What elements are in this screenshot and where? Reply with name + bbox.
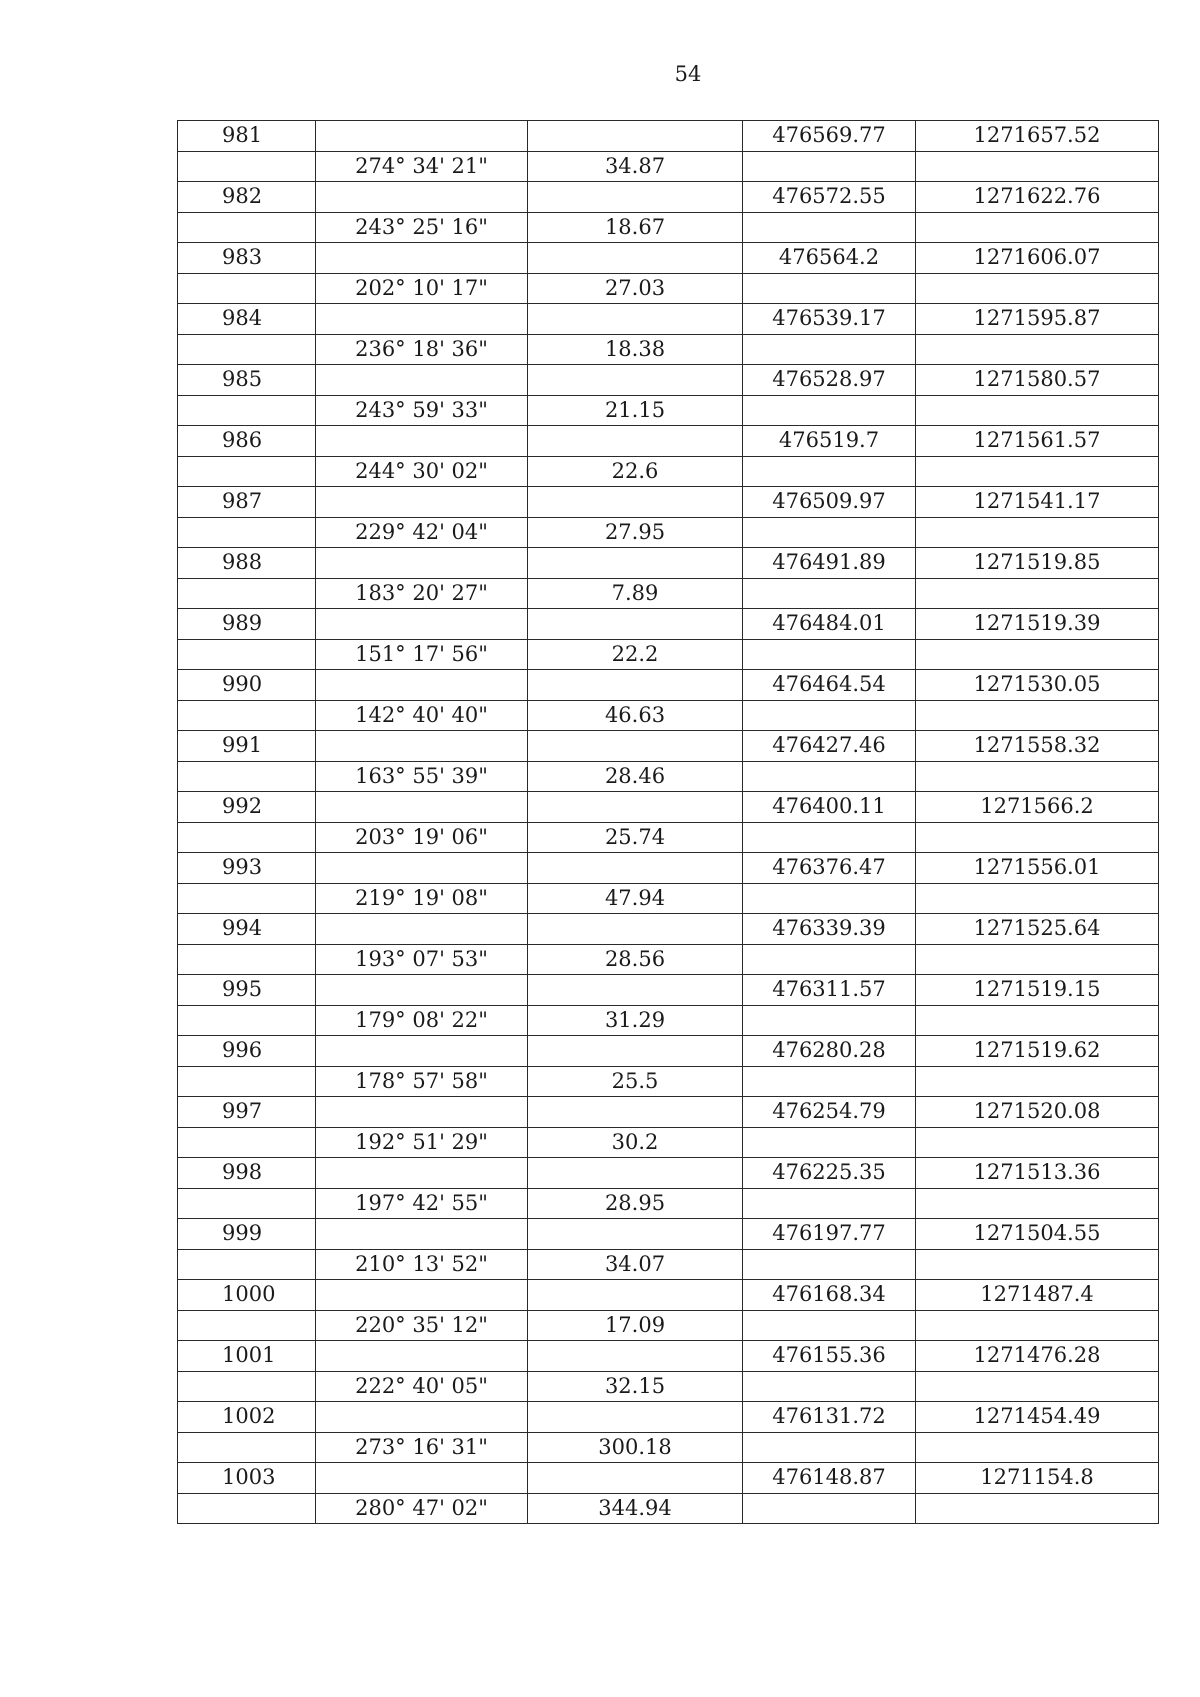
empty-cell — [916, 151, 1159, 182]
table-row-segment — [178, 700, 1159, 731]
empty-cell — [178, 456, 316, 487]
table-row-segment — [178, 822, 1159, 853]
table-row-segment — [178, 1188, 1159, 1219]
y-coordinate-cell: 1271558.32 — [916, 731, 1159, 762]
table-row-point — [178, 487, 1159, 518]
empty-cell — [743, 639, 916, 670]
x-coordinate-cell: 476311.57 — [743, 975, 916, 1006]
empty-cell — [916, 639, 1159, 670]
x-coordinate-cell: 476484.01 — [743, 609, 916, 640]
empty-cell — [528, 1158, 743, 1189]
y-coordinate-cell: 1271504.55 — [916, 1219, 1159, 1250]
empty-cell — [316, 121, 528, 152]
point-number-cell: 994 — [178, 914, 316, 945]
table-row-point — [178, 1402, 1159, 1433]
bearing-cell: 243° 59' 33" — [316, 395, 528, 426]
empty-cell — [178, 517, 316, 548]
point-number-cell: 991 — [178, 731, 316, 762]
y-coordinate-cell: 1271154.8 — [916, 1463, 1159, 1494]
empty-cell — [743, 517, 916, 548]
distance-cell: 22.6 — [528, 456, 743, 487]
empty-cell — [916, 761, 1159, 792]
distance-cell: 46.63 — [528, 700, 743, 731]
y-coordinate-cell: 1271530.05 — [916, 670, 1159, 701]
empty-cell — [916, 517, 1159, 548]
empty-cell — [316, 1219, 528, 1250]
point-number-cell: 1000 — [178, 1280, 316, 1311]
table-row-point — [178, 975, 1159, 1006]
empty-cell — [916, 700, 1159, 731]
bearing-cell: 178° 57' 58" — [316, 1066, 528, 1097]
point-number-cell: 998 — [178, 1158, 316, 1189]
empty-cell — [316, 304, 528, 335]
empty-cell — [178, 883, 316, 914]
empty-cell — [178, 1127, 316, 1158]
empty-cell — [916, 1432, 1159, 1463]
empty-cell — [916, 1066, 1159, 1097]
bearing-cell: 179° 08' 22" — [316, 1005, 528, 1036]
empty-cell — [743, 273, 916, 304]
empty-cell — [528, 792, 743, 823]
bearing-cell: 142° 40' 40" — [316, 700, 528, 731]
bearing-cell: 222° 40' 05" — [316, 1371, 528, 1402]
y-coordinate-cell: 1271566.2 — [916, 792, 1159, 823]
empty-cell — [916, 1188, 1159, 1219]
x-coordinate-cell: 476528.97 — [743, 365, 916, 396]
empty-cell — [743, 822, 916, 853]
y-coordinate-cell: 1271519.15 — [916, 975, 1159, 1006]
y-coordinate-cell: 1271561.57 — [916, 426, 1159, 457]
empty-cell — [528, 182, 743, 213]
empty-cell — [178, 212, 316, 243]
empty-cell — [316, 1341, 528, 1372]
table-row-segment — [178, 151, 1159, 182]
table-row-point — [178, 792, 1159, 823]
bearing-cell: 219° 19' 08" — [316, 883, 528, 914]
bearing-cell: 163° 55' 39" — [316, 761, 528, 792]
empty-cell — [916, 212, 1159, 243]
empty-cell — [316, 670, 528, 701]
distance-cell: 18.67 — [528, 212, 743, 243]
empty-cell — [528, 487, 743, 518]
distance-cell: 344.94 — [528, 1493, 743, 1524]
bearing-cell: 197° 42' 55" — [316, 1188, 528, 1219]
empty-cell — [528, 1402, 743, 1433]
empty-cell — [528, 853, 743, 884]
empty-cell — [316, 853, 528, 884]
empty-cell — [178, 1432, 316, 1463]
empty-cell — [178, 1493, 316, 1524]
y-coordinate-cell: 1271541.17 — [916, 487, 1159, 518]
table-row-segment — [178, 334, 1159, 365]
empty-cell — [743, 1005, 916, 1036]
distance-cell: 17.09 — [528, 1310, 743, 1341]
y-coordinate-cell: 1271622.76 — [916, 182, 1159, 213]
x-coordinate-cell: 476280.28 — [743, 1036, 916, 1067]
distance-cell: 18.38 — [528, 334, 743, 365]
point-number-cell: 989 — [178, 609, 316, 640]
empty-cell — [178, 700, 316, 731]
empty-cell — [743, 1188, 916, 1219]
x-coordinate-cell: 476197.77 — [743, 1219, 916, 1250]
table-row-segment — [178, 639, 1159, 670]
table-row-point — [178, 609, 1159, 640]
distance-cell: 30.2 — [528, 1127, 743, 1158]
x-coordinate-cell: 476564.2 — [743, 243, 916, 274]
table-row-point — [178, 1097, 1159, 1128]
empty-cell — [316, 1097, 528, 1128]
empty-cell — [178, 639, 316, 670]
y-coordinate-cell: 1271476.28 — [916, 1341, 1159, 1372]
empty-cell — [916, 1127, 1159, 1158]
x-coordinate-cell: 476168.34 — [743, 1280, 916, 1311]
page-number: 54 — [674, 62, 702, 86]
empty-cell — [916, 822, 1159, 853]
y-coordinate-cell: 1271519.62 — [916, 1036, 1159, 1067]
table-row-point — [178, 670, 1159, 701]
empty-cell — [528, 243, 743, 274]
point-number-cell: 997 — [178, 1097, 316, 1128]
x-coordinate-cell: 476427.46 — [743, 731, 916, 762]
empty-cell — [316, 1402, 528, 1433]
table-row-point — [178, 731, 1159, 762]
empty-cell — [316, 1463, 528, 1494]
empty-cell — [743, 578, 916, 609]
distance-cell: 7.89 — [528, 578, 743, 609]
empty-cell — [178, 1371, 316, 1402]
empty-cell — [916, 1371, 1159, 1402]
empty-cell — [743, 334, 916, 365]
table-row-segment — [178, 761, 1159, 792]
bearing-cell: 243° 25' 16" — [316, 212, 528, 243]
x-coordinate-cell: 476254.79 — [743, 1097, 916, 1128]
point-number-cell: 981 — [178, 121, 316, 152]
point-number-cell: 993 — [178, 853, 316, 884]
x-coordinate-cell: 476148.87 — [743, 1463, 916, 1494]
table-row-segment — [178, 1249, 1159, 1280]
empty-cell — [528, 121, 743, 152]
bearing-cell: 273° 16' 31" — [316, 1432, 528, 1463]
x-coordinate-cell: 476376.47 — [743, 853, 916, 884]
point-number-cell: 985 — [178, 365, 316, 396]
point-number-cell: 999 — [178, 1219, 316, 1250]
empty-cell — [528, 1280, 743, 1311]
empty-cell — [316, 182, 528, 213]
bearing-cell: 202° 10' 17" — [316, 273, 528, 304]
empty-cell — [316, 1036, 528, 1067]
empty-cell — [316, 731, 528, 762]
empty-cell — [528, 426, 743, 457]
table-row-point — [178, 1158, 1159, 1189]
empty-cell — [743, 456, 916, 487]
empty-cell — [916, 1310, 1159, 1341]
x-coordinate-cell: 476155.36 — [743, 1341, 916, 1372]
distance-cell: 25.74 — [528, 822, 743, 853]
x-coordinate-cell: 476519.7 — [743, 426, 916, 457]
empty-cell — [316, 426, 528, 457]
bearing-cell: 236° 18' 36" — [316, 334, 528, 365]
table-row-point — [178, 304, 1159, 335]
empty-cell — [316, 914, 528, 945]
empty-cell — [178, 578, 316, 609]
table-row-point — [178, 548, 1159, 579]
empty-cell — [178, 761, 316, 792]
empty-cell — [916, 273, 1159, 304]
empty-cell — [743, 1127, 916, 1158]
distance-cell: 28.46 — [528, 761, 743, 792]
table-row-point — [178, 1280, 1159, 1311]
point-number-cell: 982 — [178, 182, 316, 213]
empty-cell — [316, 1158, 528, 1189]
table-row-segment — [178, 1005, 1159, 1036]
empty-cell — [916, 1493, 1159, 1524]
y-coordinate-cell: 1271606.07 — [916, 243, 1159, 274]
empty-cell — [316, 1280, 528, 1311]
bearing-cell: 183° 20' 27" — [316, 578, 528, 609]
x-coordinate-cell: 476400.11 — [743, 792, 916, 823]
x-coordinate-cell: 476539.17 — [743, 304, 916, 335]
empty-cell — [178, 1249, 316, 1280]
point-number-cell: 1001 — [178, 1341, 316, 1372]
x-coordinate-cell: 476572.55 — [743, 182, 916, 213]
bearing-cell: 193° 07' 53" — [316, 944, 528, 975]
point-number-cell: 983 — [178, 243, 316, 274]
point-number-cell: 1002 — [178, 1402, 316, 1433]
empty-cell — [743, 883, 916, 914]
table-row-segment — [178, 883, 1159, 914]
empty-cell — [743, 700, 916, 731]
table-row-segment — [178, 944, 1159, 975]
empty-cell — [316, 548, 528, 579]
table-row-segment — [178, 273, 1159, 304]
y-coordinate-cell: 1271519.39 — [916, 609, 1159, 640]
distance-cell: 27.03 — [528, 273, 743, 304]
table-row-segment — [178, 456, 1159, 487]
empty-cell — [316, 792, 528, 823]
x-coordinate-cell: 476464.54 — [743, 670, 916, 701]
x-coordinate-cell: 476131.72 — [743, 1402, 916, 1433]
empty-cell — [528, 1341, 743, 1372]
empty-cell — [528, 975, 743, 1006]
bearing-cell: 244° 30' 02" — [316, 456, 528, 487]
table-row-segment — [178, 578, 1159, 609]
empty-cell — [743, 395, 916, 426]
distance-cell: 25.5 — [528, 1066, 743, 1097]
x-coordinate-cell: 476569.77 — [743, 121, 916, 152]
empty-cell — [528, 365, 743, 396]
x-coordinate-cell: 476491.89 — [743, 548, 916, 579]
y-coordinate-cell: 1271595.87 — [916, 304, 1159, 335]
table-row-point — [178, 1341, 1159, 1372]
empty-cell — [916, 883, 1159, 914]
x-coordinate-cell: 476509.97 — [743, 487, 916, 518]
empty-cell — [916, 944, 1159, 975]
y-coordinate-cell: 1271520.08 — [916, 1097, 1159, 1128]
empty-cell — [178, 273, 316, 304]
table-row-point — [178, 914, 1159, 945]
distance-cell: 300.18 — [528, 1432, 743, 1463]
table-row-point — [178, 182, 1159, 213]
point-number-cell: 996 — [178, 1036, 316, 1067]
empty-cell — [916, 334, 1159, 365]
empty-cell — [528, 1097, 743, 1128]
distance-cell: 21.15 — [528, 395, 743, 426]
empty-cell — [743, 1371, 916, 1402]
empty-cell — [316, 609, 528, 640]
empty-cell — [178, 395, 316, 426]
table-row-segment — [178, 395, 1159, 426]
empty-cell — [316, 975, 528, 1006]
table-row-point — [178, 426, 1159, 457]
table-row-segment — [178, 1127, 1159, 1158]
empty-cell — [528, 548, 743, 579]
empty-cell — [528, 304, 743, 335]
point-number-cell: 992 — [178, 792, 316, 823]
bearing-cell: 220° 35' 12" — [316, 1310, 528, 1341]
distance-cell: 28.95 — [528, 1188, 743, 1219]
table-row-segment — [178, 1493, 1159, 1524]
y-coordinate-cell: 1271525.64 — [916, 914, 1159, 945]
point-number-cell: 987 — [178, 487, 316, 518]
empty-cell — [743, 1249, 916, 1280]
y-coordinate-cell: 1271580.57 — [916, 365, 1159, 396]
empty-cell — [528, 914, 743, 945]
empty-cell — [743, 1493, 916, 1524]
empty-cell — [178, 944, 316, 975]
distance-cell: 34.87 — [528, 151, 743, 182]
table-row-point — [178, 365, 1159, 396]
empty-cell — [528, 1463, 743, 1494]
point-number-cell: 984 — [178, 304, 316, 335]
empty-cell — [178, 1066, 316, 1097]
empty-cell — [178, 1310, 316, 1341]
empty-cell — [743, 212, 916, 243]
empty-cell — [743, 151, 916, 182]
table-row-point — [178, 1463, 1159, 1494]
empty-cell — [916, 1249, 1159, 1280]
bearing-cell: 151° 17' 56" — [316, 639, 528, 670]
y-coordinate-cell: 1271519.85 — [916, 548, 1159, 579]
empty-cell — [743, 761, 916, 792]
table-row-point — [178, 853, 1159, 884]
empty-cell — [743, 1066, 916, 1097]
bearing-cell: 203° 19' 06" — [316, 822, 528, 853]
distance-cell: 28.56 — [528, 944, 743, 975]
empty-cell — [916, 578, 1159, 609]
table-row-segment — [178, 1371, 1159, 1402]
distance-cell: 34.07 — [528, 1249, 743, 1280]
empty-cell — [916, 395, 1159, 426]
distance-cell: 22.2 — [528, 639, 743, 670]
empty-cell — [178, 1005, 316, 1036]
distance-cell: 32.15 — [528, 1371, 743, 1402]
empty-cell — [178, 1188, 316, 1219]
table-row-point — [178, 243, 1159, 274]
distance-cell: 27.95 — [528, 517, 743, 548]
empty-cell — [528, 1219, 743, 1250]
point-number-cell: 1003 — [178, 1463, 316, 1494]
empty-cell — [743, 1310, 916, 1341]
empty-cell — [743, 1432, 916, 1463]
x-coordinate-cell: 476225.35 — [743, 1158, 916, 1189]
empty-cell — [178, 334, 316, 365]
bearing-cell: 210° 13' 52" — [316, 1249, 528, 1280]
y-coordinate-cell: 1271556.01 — [916, 853, 1159, 884]
table-body — [178, 121, 1159, 1524]
table-row-segment — [178, 517, 1159, 548]
table-row-segment — [178, 1066, 1159, 1097]
table-row-segment — [178, 1432, 1159, 1463]
bearing-cell: 274° 34' 21" — [316, 151, 528, 182]
y-coordinate-cell: 1271513.36 — [916, 1158, 1159, 1189]
bearing-cell: 280° 47' 02" — [316, 1493, 528, 1524]
y-coordinate-cell: 1271657.52 — [916, 121, 1159, 152]
y-coordinate-cell: 1271454.49 — [916, 1402, 1159, 1433]
bearing-cell: 192° 51' 29" — [316, 1127, 528, 1158]
y-coordinate-cell: 1271487.4 — [916, 1280, 1159, 1311]
table-row-segment — [178, 1310, 1159, 1341]
empty-cell — [316, 487, 528, 518]
empty-cell — [528, 670, 743, 701]
table-row-point — [178, 121, 1159, 152]
coordinate-table — [177, 120, 1159, 1524]
empty-cell — [528, 609, 743, 640]
distance-cell: 31.29 — [528, 1005, 743, 1036]
bearing-cell: 229° 42' 04" — [316, 517, 528, 548]
empty-cell — [316, 243, 528, 274]
point-number-cell: 990 — [178, 670, 316, 701]
empty-cell — [528, 1036, 743, 1067]
point-number-cell: 988 — [178, 548, 316, 579]
empty-cell — [916, 1005, 1159, 1036]
table-row-segment — [178, 212, 1159, 243]
table-row-point — [178, 1219, 1159, 1250]
empty-cell — [743, 944, 916, 975]
empty-cell — [178, 151, 316, 182]
distance-cell: 47.94 — [528, 883, 743, 914]
empty-cell — [316, 365, 528, 396]
empty-cell — [528, 731, 743, 762]
empty-cell — [916, 456, 1159, 487]
point-number-cell: 986 — [178, 426, 316, 457]
table-row-point — [178, 1036, 1159, 1067]
empty-cell — [178, 822, 316, 853]
x-coordinate-cell: 476339.39 — [743, 914, 916, 945]
point-number-cell: 995 — [178, 975, 316, 1006]
